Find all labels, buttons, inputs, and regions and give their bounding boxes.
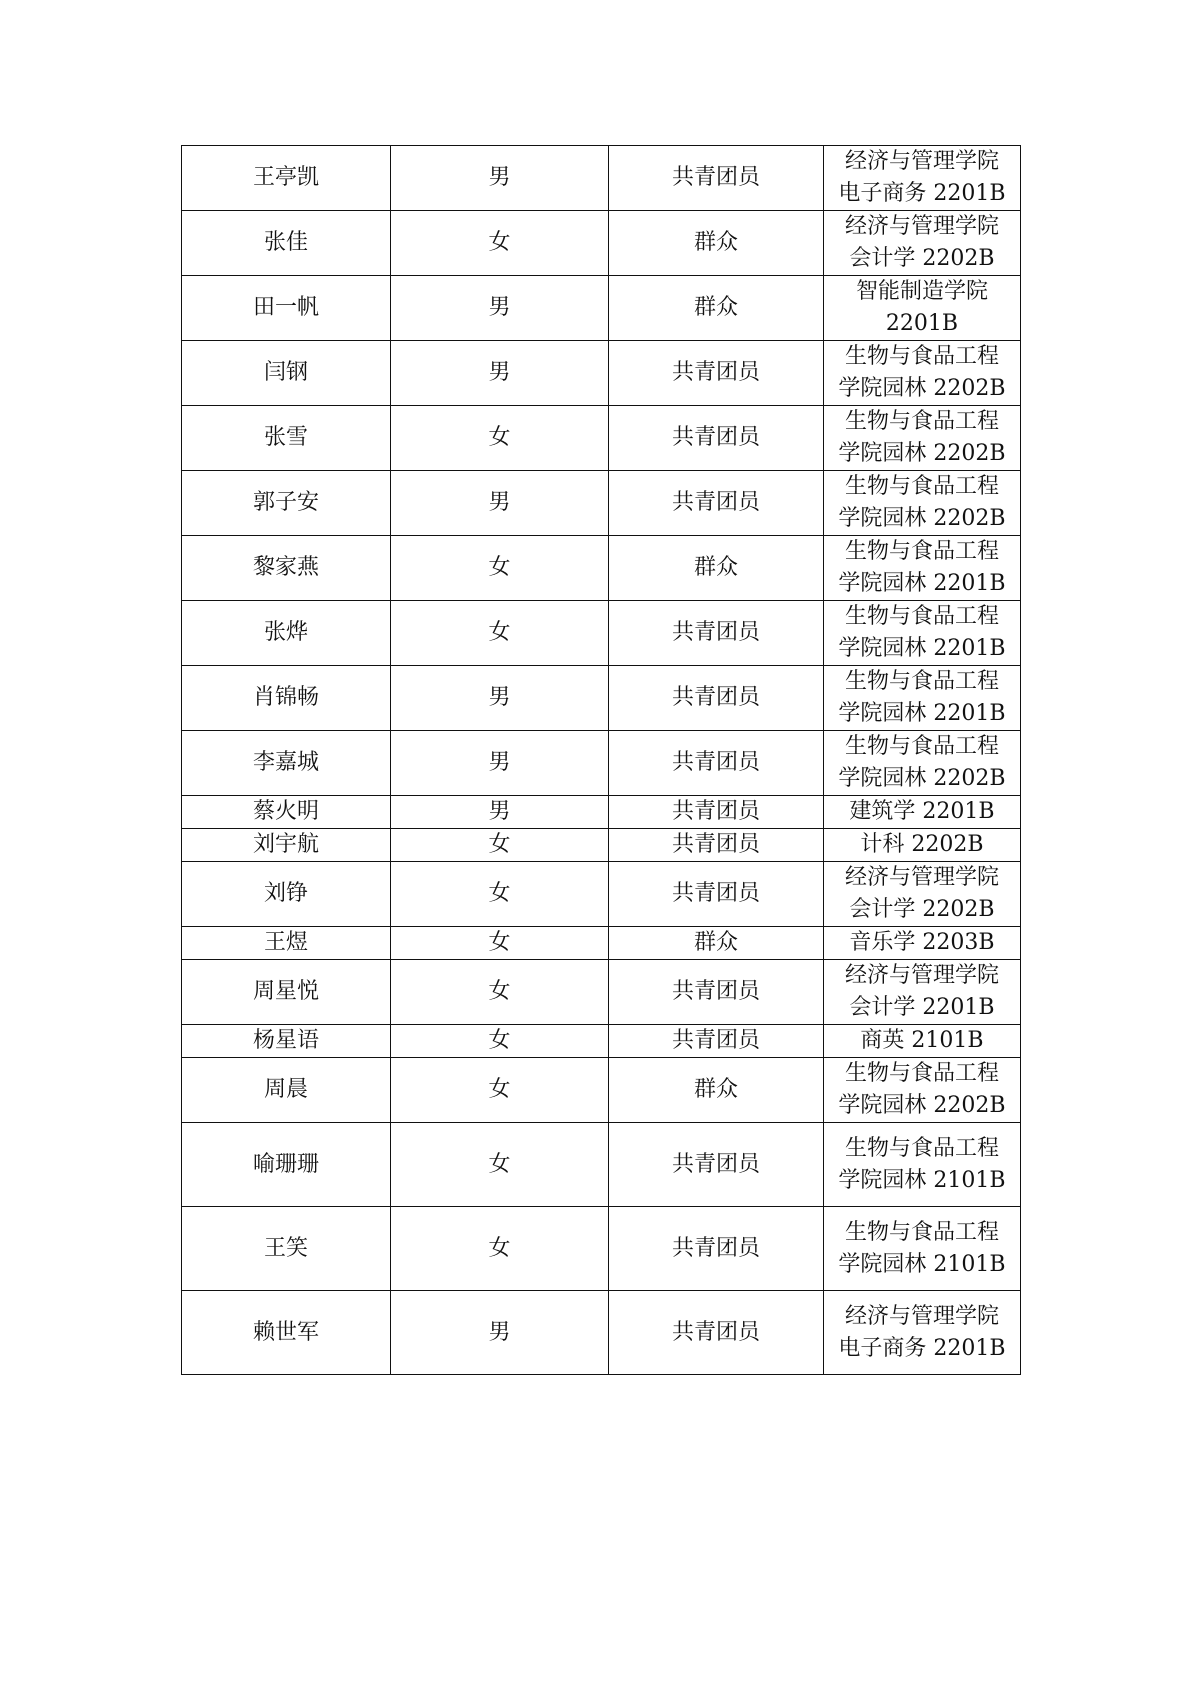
gender-cell: 男 <box>391 146 609 211</box>
political-status-cell: 共青团员 <box>609 829 824 862</box>
gender-cell: 女 <box>391 211 609 276</box>
unit-cell: 建筑学 2201B <box>824 796 1021 829</box>
political-status-cell: 共青团员 <box>609 862 824 927</box>
table-row <box>182 601 1021 666</box>
gender-cell: 女 <box>391 829 609 862</box>
political-status-cell: 共青团员 <box>609 471 824 536</box>
political-status-cell: 群众 <box>609 927 824 960</box>
unit-cell: 生物与食品工程 学院园林 2101B <box>824 1207 1021 1291</box>
unit-cell: 商英 2101B <box>824 1025 1021 1058</box>
member-table <box>181 145 1021 1375</box>
table-row <box>182 1123 1021 1207</box>
table-row <box>182 731 1021 796</box>
unit-cell: 生物与食品工程 学院园林 2202B <box>824 731 1021 796</box>
gender-cell: 女 <box>391 960 609 1025</box>
gender-cell: 女 <box>391 601 609 666</box>
table-row <box>182 471 1021 536</box>
table-row <box>182 666 1021 731</box>
political-status-cell: 共青团员 <box>609 601 824 666</box>
name-cell: 张佳 <box>182 211 391 276</box>
political-status-cell: 共青团员 <box>609 731 824 796</box>
table-row <box>182 1291 1021 1375</box>
political-status-cell: 共青团员 <box>609 341 824 406</box>
gender-cell: 男 <box>391 1291 609 1375</box>
political-status-cell: 共青团员 <box>609 1207 824 1291</box>
gender-cell: 男 <box>391 796 609 829</box>
unit-cell: 生物与食品工程 学院园林 2202B <box>824 341 1021 406</box>
table-row <box>182 927 1021 960</box>
table-row <box>182 211 1021 276</box>
unit-cell: 经济与管理学院 会计学 2202B <box>824 211 1021 276</box>
political-status-cell: 共青团员 <box>609 146 824 211</box>
name-cell: 王笑 <box>182 1207 391 1291</box>
gender-cell: 女 <box>391 1123 609 1207</box>
unit-cell: 生物与食品工程 学院园林 2202B <box>824 471 1021 536</box>
name-cell: 李嘉城 <box>182 731 391 796</box>
gender-cell: 女 <box>391 406 609 471</box>
gender-cell: 男 <box>391 276 609 341</box>
gender-cell: 男 <box>391 731 609 796</box>
name-cell: 郭子安 <box>182 471 391 536</box>
unit-cell: 经济与管理学院 会计学 2202B <box>824 862 1021 927</box>
name-cell: 喻珊珊 <box>182 1123 391 1207</box>
political-status-cell: 共青团员 <box>609 796 824 829</box>
political-status-cell: 共青团员 <box>609 1025 824 1058</box>
unit-cell: 生物与食品工程 学院园林 2201B <box>824 666 1021 731</box>
table-row <box>182 536 1021 601</box>
unit-cell: 经济与管理学院 电子商务 2201B <box>824 1291 1021 1375</box>
table-row <box>182 1207 1021 1291</box>
gender-cell: 女 <box>391 927 609 960</box>
name-cell: 张烨 <box>182 601 391 666</box>
gender-cell: 女 <box>391 1207 609 1291</box>
political-status-cell: 共青团员 <box>609 666 824 731</box>
name-cell: 周晨 <box>182 1058 391 1123</box>
gender-cell: 男 <box>391 341 609 406</box>
name-cell: 杨星语 <box>182 1025 391 1058</box>
name-cell: 闫钢 <box>182 341 391 406</box>
unit-cell: 音乐学 2203B <box>824 927 1021 960</box>
political-status-cell: 群众 <box>609 211 824 276</box>
gender-cell: 女 <box>391 536 609 601</box>
political-status-cell: 群众 <box>609 276 824 341</box>
name-cell: 刘铮 <box>182 862 391 927</box>
unit-cell: 生物与食品工程 学院园林 2201B <box>824 536 1021 601</box>
unit-cell: 生物与食品工程 学院园林 2202B <box>824 1058 1021 1123</box>
political-status-cell: 共青团员 <box>609 1123 824 1207</box>
unit-cell: 计科 2202B <box>824 829 1021 862</box>
gender-cell: 女 <box>391 1025 609 1058</box>
name-cell: 蔡火明 <box>182 796 391 829</box>
table-row <box>182 341 1021 406</box>
political-status-cell: 群众 <box>609 1058 824 1123</box>
name-cell: 肖锦畅 <box>182 666 391 731</box>
unit-cell: 生物与食品工程 学院园林 2201B <box>824 601 1021 666</box>
unit-cell: 智能制造学院 2201B <box>824 276 1021 341</box>
unit-cell: 经济与管理学院 电子商务 2201B <box>824 146 1021 211</box>
table-row <box>182 829 1021 862</box>
unit-cell: 生物与食品工程 学院园林 2101B <box>824 1123 1021 1207</box>
table-row <box>182 796 1021 829</box>
name-cell: 王煜 <box>182 927 391 960</box>
table-row <box>182 146 1021 211</box>
gender-cell: 男 <box>391 471 609 536</box>
political-status-cell: 共青团员 <box>609 960 824 1025</box>
table-row <box>182 1058 1021 1123</box>
unit-cell: 经济与管理学院 会计学 2201B <box>824 960 1021 1025</box>
name-cell: 赖世军 <box>182 1291 391 1375</box>
name-cell: 黎家燕 <box>182 536 391 601</box>
political-status-cell: 共青团员 <box>609 406 824 471</box>
unit-cell: 生物与食品工程 学院园林 2202B <box>824 406 1021 471</box>
name-cell: 张雪 <box>182 406 391 471</box>
gender-cell: 女 <box>391 862 609 927</box>
name-cell: 刘宇航 <box>182 829 391 862</box>
table-row <box>182 960 1021 1025</box>
member-table-body <box>182 146 1021 1375</box>
political-status-cell: 群众 <box>609 536 824 601</box>
name-cell: 田一帆 <box>182 276 391 341</box>
table-row <box>182 862 1021 927</box>
gender-cell: 女 <box>391 1058 609 1123</box>
name-cell: 周星悦 <box>182 960 391 1025</box>
gender-cell: 男 <box>391 666 609 731</box>
political-status-cell: 共青团员 <box>609 1291 824 1375</box>
table-row <box>182 276 1021 341</box>
table-row <box>182 406 1021 471</box>
table-row <box>182 1025 1021 1058</box>
name-cell: 王亭凯 <box>182 146 391 211</box>
